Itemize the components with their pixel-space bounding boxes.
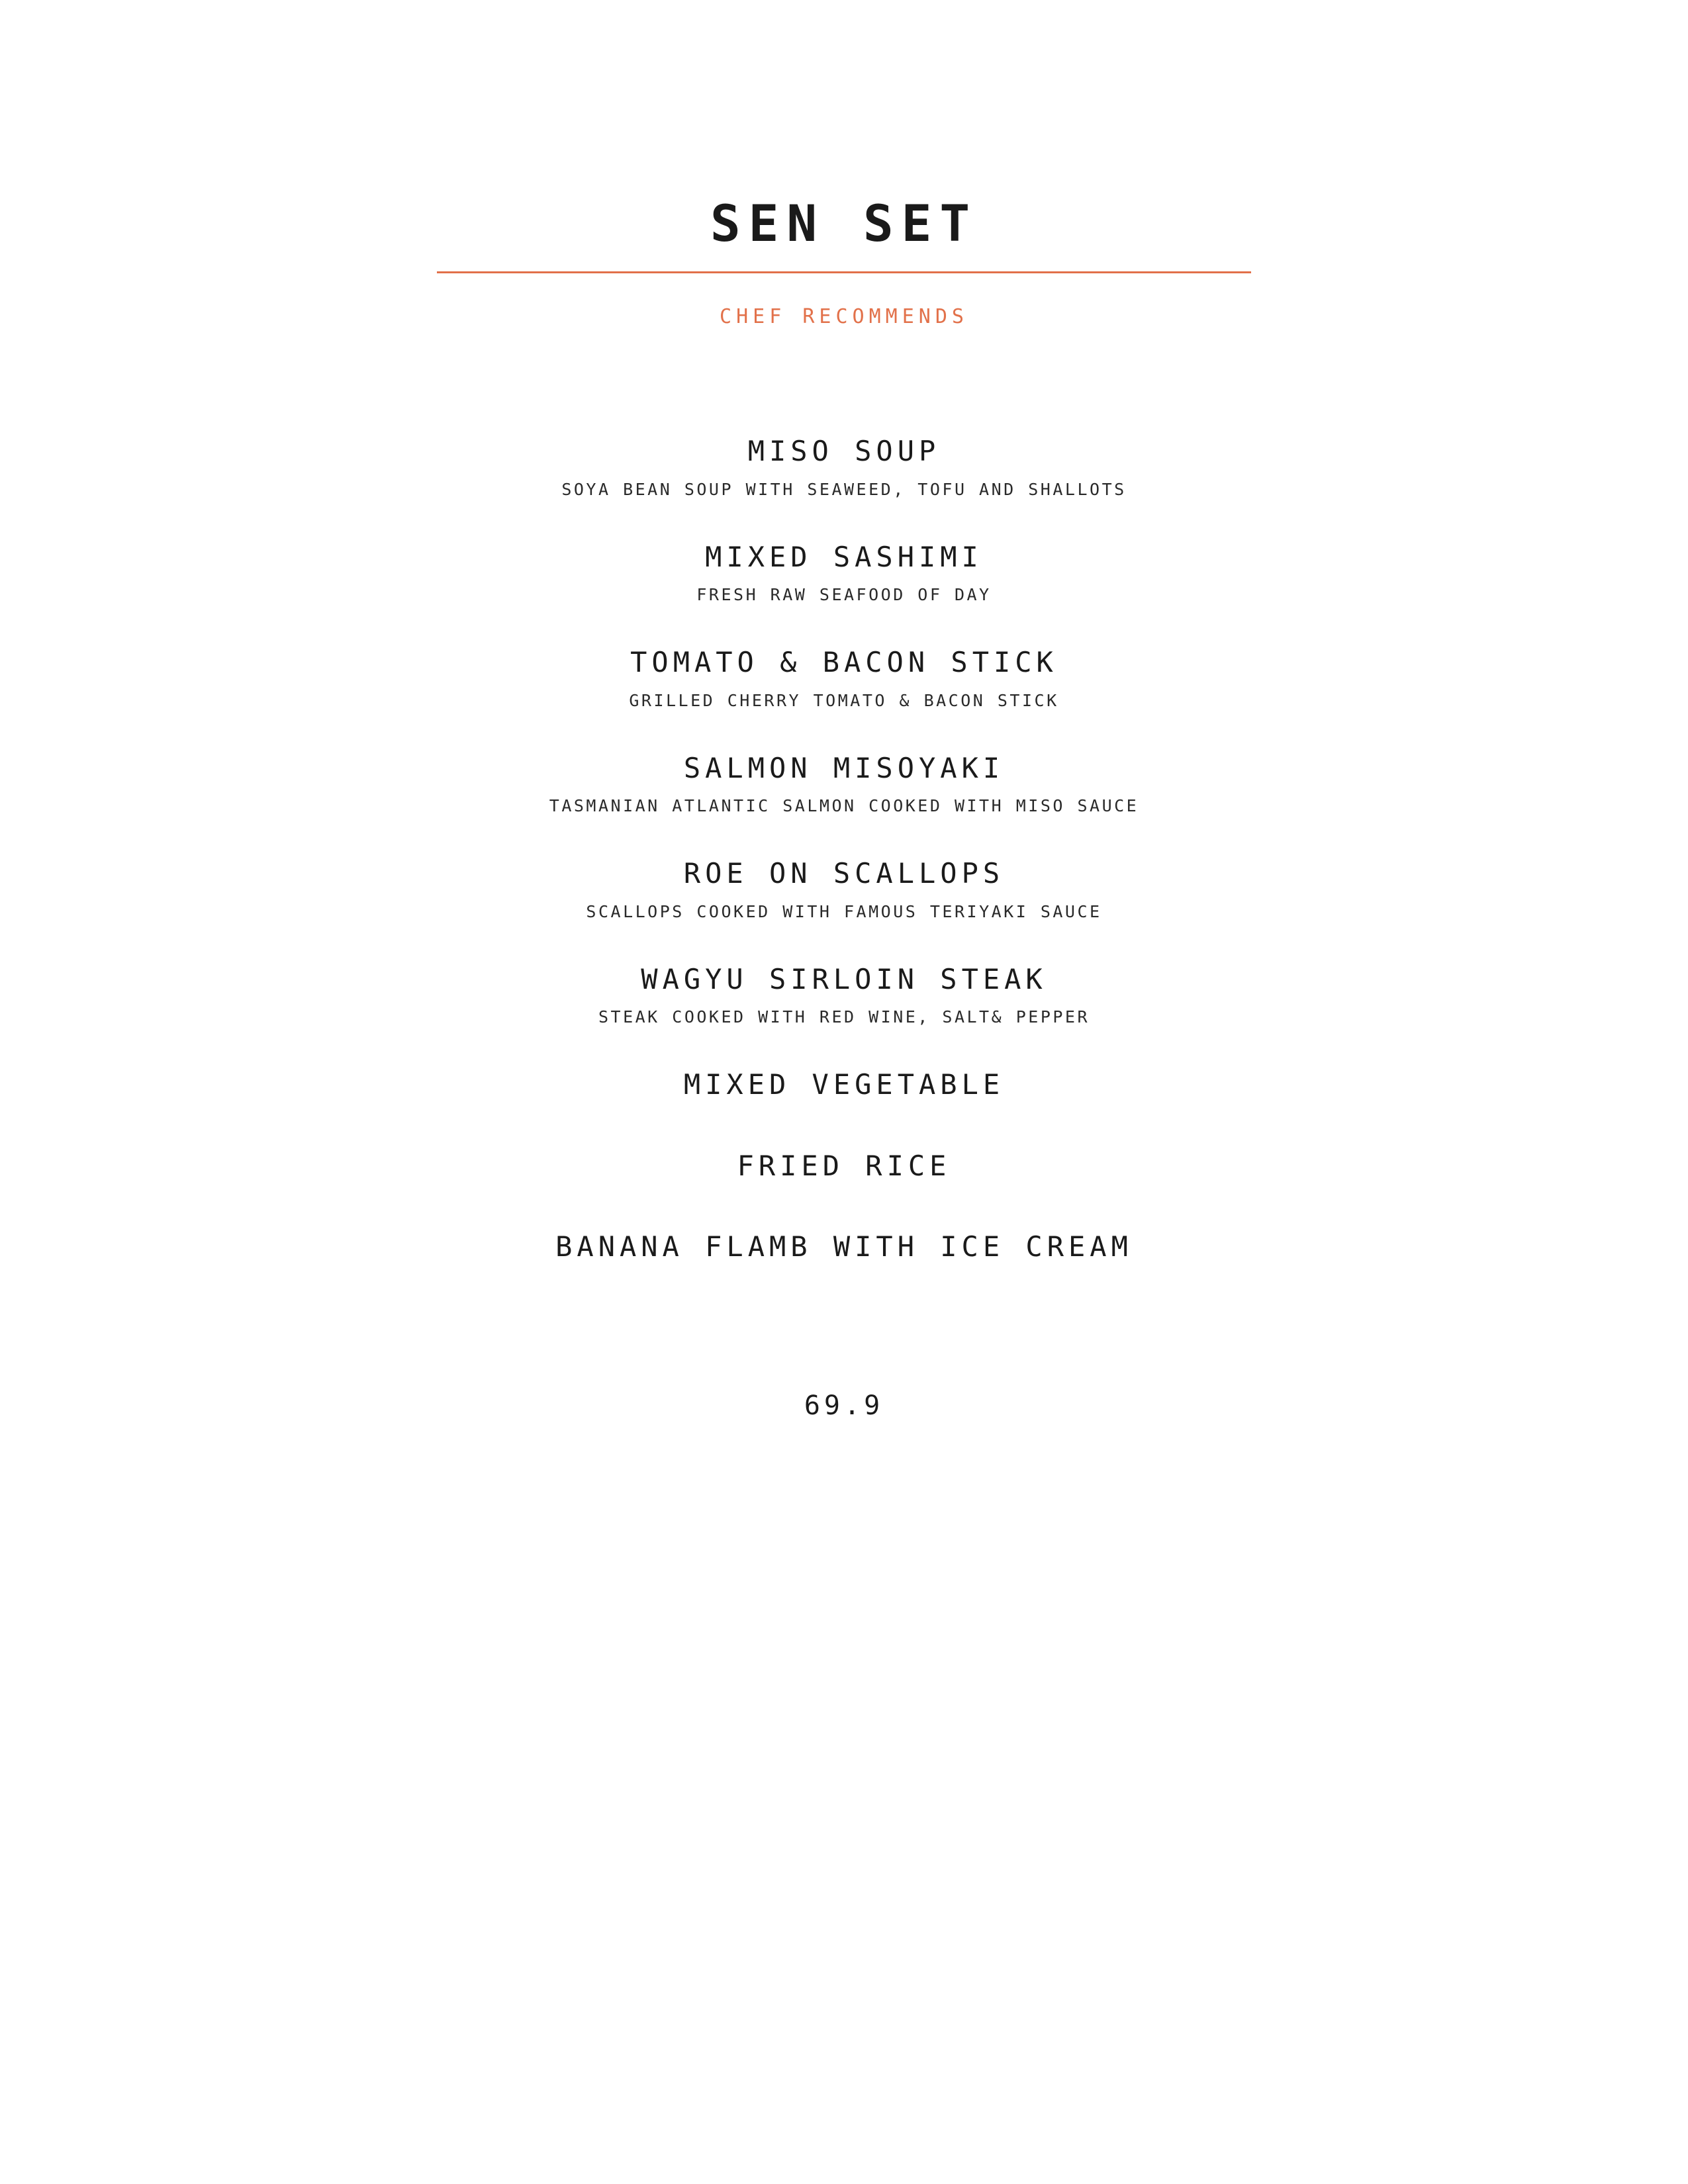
menu-item <box>427 540 1261 605</box>
menu-item-name: TOMATO & BACON STICK <box>630 646 1058 678</box>
menu-item <box>427 434 1261 499</box>
menu-item <box>427 1149 1261 1184</box>
menu-container <box>427 0 1261 1421</box>
menu-item-name: MISO SOUP <box>747 435 941 467</box>
menu-item-description: STEAK COOKED WITH RED WINE, SALT& PEPPER <box>598 1007 1090 1026</box>
menu-item-description: FRESH RAW SEAFOOD OF DAY <box>696 585 992 604</box>
menu-item-name: BANANA FLAMB WITH ICE CREAM <box>555 1230 1133 1263</box>
title-divider <box>437 271 1251 273</box>
menu-item-list <box>427 434 1261 1265</box>
menu-item <box>427 751 1261 816</box>
menu-item-description: GRILLED CHERRY TOMATO & BACON STICK <box>629 690 1059 710</box>
menu-item-name: FRIED RICE <box>737 1149 951 1182</box>
menu-item <box>427 962 1261 1027</box>
set-price: 69.9 <box>804 1390 884 1421</box>
menu-item-name: MIXED SASHIMI <box>705 540 983 573</box>
menu-item <box>427 1068 1261 1103</box>
menu-item-name: MIXED VEGETABLE <box>683 1068 1005 1101</box>
menu-item-name: ROE ON SCALLOPS <box>683 857 1005 889</box>
menu-item <box>427 856 1261 921</box>
menu-item-description: TASMANIAN ATLANTIC SALMON COOKED WITH MISO SAUCE <box>549 796 1139 815</box>
menu-item-name: WAGYU SIRLOIN STEAK <box>641 962 1047 995</box>
menu-item <box>427 645 1261 710</box>
menu-item-name: SALMON MISOYAKI <box>683 751 1005 784</box>
menu-item-description: SCALLOPS COOKED WITH FAMOUS TERIYAKI SAUCE <box>586 901 1102 921</box>
menu-subtitle: CHEF RECOMMENDS <box>720 305 968 328</box>
menu-item <box>427 1230 1261 1265</box>
page-title: SEN SET <box>710 194 978 253</box>
menu-item-description: SOYA BEAN SOUP WITH SEAWEED, TOFU AND SHALLOTS <box>561 479 1127 499</box>
